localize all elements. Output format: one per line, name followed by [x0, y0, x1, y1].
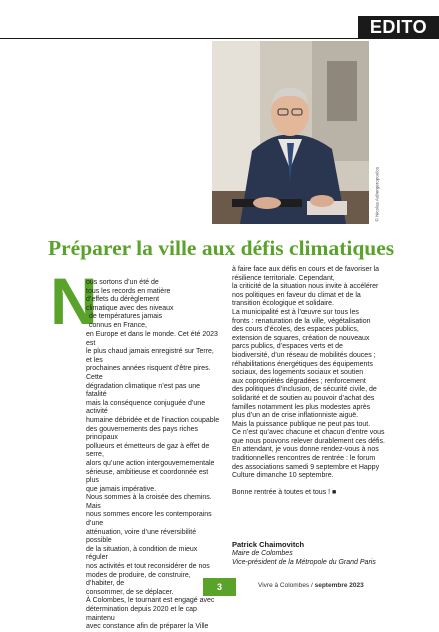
text-line: des associations samedi 9 septembre et Happy: [232, 463, 380, 471]
signature-block: [232, 540, 432, 567]
column-1-body: [86, 331, 220, 632]
column-1-intro: [86, 279, 220, 331]
text-line: sérieuse, ambitieuse et coordonnée est plus: [86, 468, 209, 485]
text-line: alors qu’une action intergouvernementale: [86, 459, 215, 467]
text-line: consommer, de se déplacer.: [86, 588, 174, 596]
header-rule: [0, 38, 439, 39]
text-line: d’effets du dérèglement: [86, 296, 160, 304]
footer-issue: septembre 2023: [314, 582, 364, 589]
text-line: ous sortons d’un été de: [86, 279, 159, 286]
text-line: solidarité et de soutien au pouvoir d’achat des: [232, 394, 375, 402]
text-line: fronts : renaturation de la ville, végétalisation: [232, 317, 371, 325]
text-line: dégradation climatique n’est pas une fatalité: [86, 382, 201, 399]
text-line: En attendant, je vous donne rendez-vous à nos: [232, 446, 379, 454]
text-line: en Europe et dans le monde. Cet été 2023 est: [86, 331, 218, 347]
text-line: sociaux, des logements sociaux et soutien: [232, 369, 364, 377]
text-line: que jamais impérative.: [86, 485, 157, 493]
text-line: de températures jamais: [89, 313, 163, 321]
page-number: 3: [203, 578, 236, 596]
text-line: de la situation, à condition de mieux réguler: [86, 545, 198, 562]
text-line: Bonne rentrée à toutes et tous ! ■: [232, 489, 337, 497]
text-line: nous sommes encore les contemporains d’une: [86, 511, 212, 528]
column-2-body: [232, 266, 392, 498]
text-line: réhabilitations énergétiques des équipements: [232, 360, 373, 368]
mayor-portrait-photo: [212, 41, 369, 224]
text-line: parcs publics, d’espaces verts et de: [232, 343, 343, 351]
portrait-illustration: [212, 41, 369, 224]
footer-publication: Vivre à Colombes / septembre 2023: [258, 582, 364, 589]
text-line: la criticité de la situation nous invite à accélérer: [232, 283, 379, 291]
text-line: Ce n’est qu’avec chacune et chacun d’entre vous: [232, 429, 385, 437]
text-line: Nous sommes à la croisée des chemins. Mais: [86, 494, 212, 510]
text-line: climatique avec des niveaux: [86, 304, 174, 312]
text-line: tous les records en matière: [86, 287, 171, 295]
text-line: des gouvernements des pays riches principaux: [86, 425, 199, 442]
signatory-role-1: Maire de Colombes: [232, 550, 293, 557]
text-line: atténuation, voire d’une réversibilité possible: [86, 528, 197, 545]
text-line: nos politiques en faveur du climat et de la: [232, 291, 361, 299]
text-line: détermination depuis 2020 et le cap maintenu: [86, 606, 197, 622]
text-line: à faire face aux défis en cours et de favoriser la: [232, 266, 380, 273]
text-line: connus en France,: [89, 321, 147, 329]
photo-credit: © Nicolas Aubergeropoulos: [374, 166, 380, 222]
signatory-name: Patrick Chaimovitch: [232, 540, 305, 549]
text-line: prochaines années risquent d’être pires. Cette: [86, 365, 211, 381]
text-line: familles notamment les plus modestes après: [232, 403, 371, 411]
page-title: Préparer la ville aux défis climatiques: [48, 236, 395, 260]
text-line: aux copropriétés dégradées ; renforcement: [232, 377, 366, 385]
text-line: [232, 481, 392, 490]
text-line: plus d’un an de crise inflationniste aiguë.: [232, 412, 359, 420]
text-line: mais la conséquence conjuguée d’une activité: [86, 399, 206, 416]
section-label: EDITO: [358, 16, 439, 38]
text-line: Culture dimanche 10 septembre.: [232, 472, 334, 480]
text-line: pollueurs et émetteurs de gaz à effet de serre,: [86, 442, 210, 459]
text-line: transition écologique et solidaire.: [232, 300, 334, 308]
text-line: Mais la puissance publique ne peut pas tout.: [232, 420, 371, 428]
text-line: humaine débridée et de l’inaction coupable: [86, 416, 220, 424]
text-line: le plus chaud jamais enregistré sur Terre, et les: [86, 348, 214, 364]
text-line: des politiques d’inclusion, de sécurité civile, de: [232, 386, 377, 394]
signatory-role-2: Vice-président de la Métropole du Grand Paris: [232, 559, 376, 566]
text-line: modes de produire, de construire, d’habiter, de: [86, 571, 191, 588]
text-line: traditionnelles rencontres de rentrée : le forum: [232, 455, 376, 463]
text-line: biodiversité, d’un réseau de mobilités douces ;: [232, 351, 376, 359]
text-line: La municipalité est à l’œuvre sur tous les: [232, 308, 359, 316]
text-line: À Colombes, le tournant est engagé avec: [86, 597, 215, 605]
text-line: résilience territoriale. Cependant,: [232, 274, 335, 282]
text-line: nos activités et tout reconsidérer de nos: [86, 563, 210, 571]
text-line: que nous pouvons relever durablement ces défis.: [232, 437, 385, 445]
drop-cap: N: [50, 264, 98, 338]
text-line: des cours d’écoles, des espaces publics,: [232, 326, 359, 334]
text-line: avec constance afin de préparer la Ville: [86, 623, 209, 631]
text-line: extension de squares, création de nouveaux: [232, 334, 370, 342]
